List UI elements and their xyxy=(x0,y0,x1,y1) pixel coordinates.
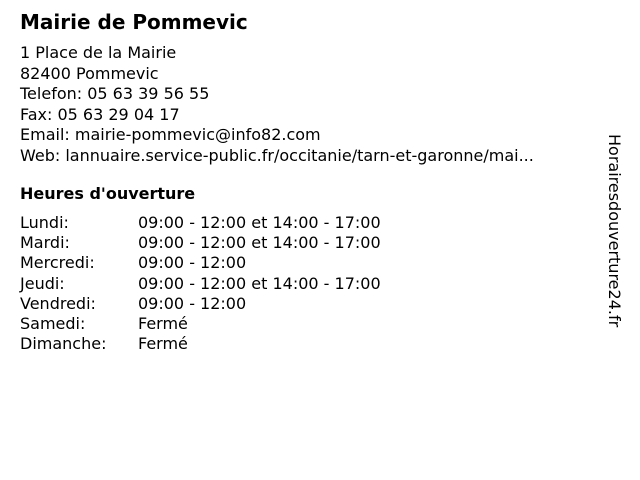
day-label: Mercredi: xyxy=(20,253,95,273)
email-address: Email: mairie-pommevic@info82.com xyxy=(20,125,321,144)
address-line-2: 82400 Pommevic xyxy=(20,63,159,83)
hours-value: 09:00 - 12:00 et 14:00 - 17:00 xyxy=(138,233,381,253)
address-line-1: 1 Place de la Mairie xyxy=(20,43,177,62)
day-label: Mardi: xyxy=(20,233,70,253)
day-label: Dimanche: xyxy=(20,334,107,354)
hours-value: 09:00 - 12:00 et 14:00 - 17:00 xyxy=(138,273,381,293)
hours-value: Fermé xyxy=(138,313,188,333)
day-label: Samedi: xyxy=(20,313,86,333)
fax-number: Fax: 05 63 29 04 17 xyxy=(20,104,180,124)
site-watermark: Horairesdouverture24.fr xyxy=(605,134,624,328)
hours-value: 09:00 - 12:00 xyxy=(138,293,247,313)
hours-value: Fermé xyxy=(138,334,188,354)
phone-number: Telefon: 05 63 39 56 55 xyxy=(20,84,210,103)
day-label: Jeudi: xyxy=(20,273,65,293)
hours-value: 09:00 - 12:00 et 14:00 - 17:00 xyxy=(138,213,381,232)
day-label: Vendredi: xyxy=(20,293,96,313)
page-title: Mairie de Pommevic xyxy=(20,10,248,34)
contact-info xyxy=(20,43,534,166)
day-label: Lundi: xyxy=(20,213,69,232)
hours-value: 09:00 - 12:00 xyxy=(138,253,247,273)
opening-hours-heading: Heures d'ouverture xyxy=(20,184,196,203)
web-link: Web: lannuaire.service-public.fr/occitanie/tarn-et-garonne/mai... xyxy=(20,145,534,165)
